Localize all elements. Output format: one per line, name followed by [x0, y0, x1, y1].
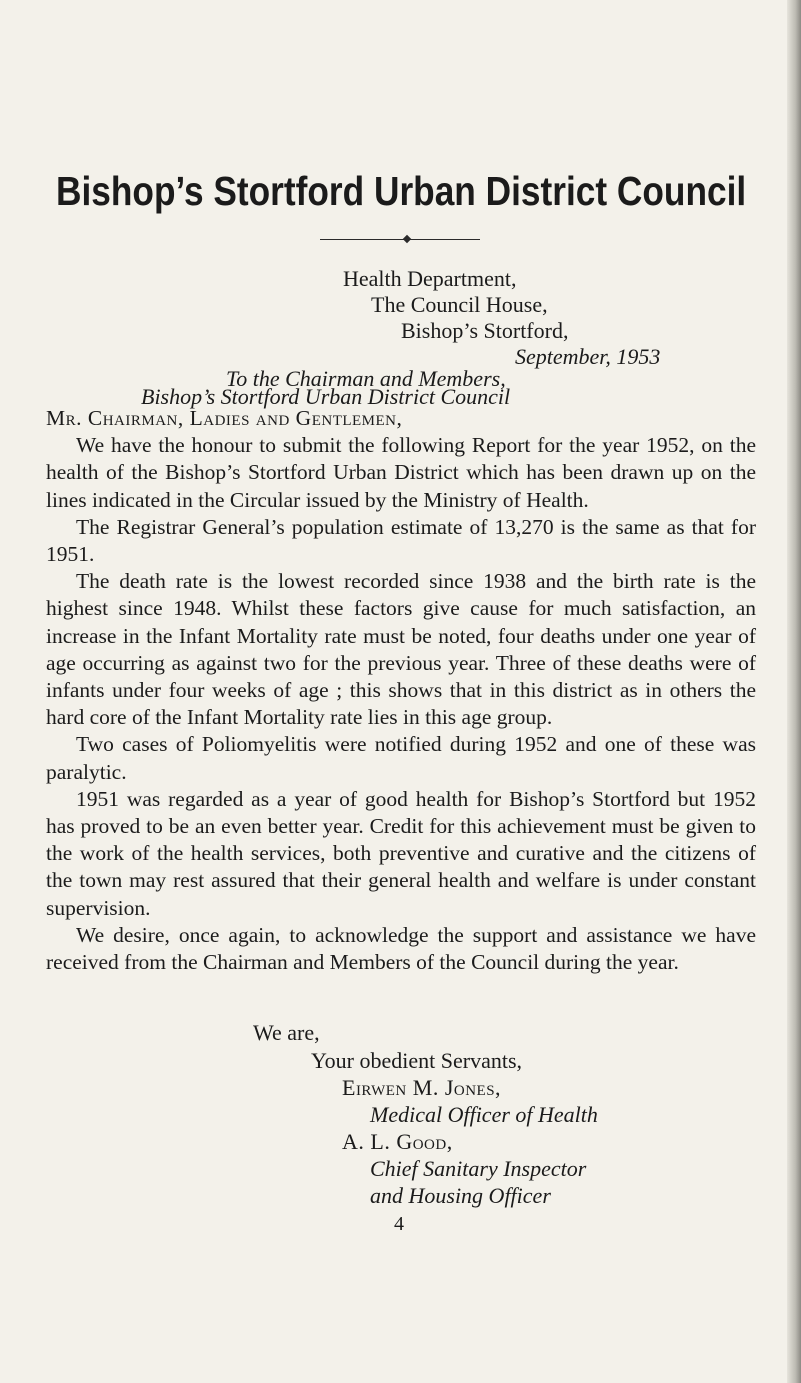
paragraph-1: We have the honour to submit the following Report for the year 1952, on the health of the Bishop’s Stortford Urban District which has been drawn up on the lines indicated in the Circular issued by the Ministry of Health.: [46, 433, 756, 512]
letter-date: September, 1953: [515, 344, 661, 369]
signatory-2-title-line-1: Chief Sanitary Inspector: [370, 1156, 587, 1181]
address-line-department: Health Department,: [343, 266, 517, 291]
signatory-1-name: Eirwen M. Jones,: [342, 1075, 502, 1100]
title-divider: [320, 239, 480, 240]
recipient-line-1: To the Chairman and Members,: [226, 366, 506, 391]
recipient-line-2: Bishop’s Stortford Urban District Council: [141, 384, 511, 409]
closing-line-1: We are,: [253, 1020, 320, 1045]
paragraph-4: Two cases of Poliomyelitis were notified during 1952 and one of these was paralytic.: [46, 732, 756, 784]
signatory-2-name: A. L. Good,: [342, 1129, 453, 1154]
paragraph-3: The death rate is the lowest recorded since 1938 and the birth rate is the highest since 1948. Whilst these factors give cause for much satisfaction, an increase in the Infant Mortality rate must be noted, four deaths under one year of age occurring as against two for the previous year. Three of these deaths were of infants under four weeks of age ; this shows that in this district as in others the hard core of the Infant Mortality rate lies in this age group.: [46, 569, 756, 730]
signatory-1-title: Medical Officer of Health: [370, 1102, 598, 1127]
paragraph-5: 1951 was regarded as a year of good health for Bishop’s Stortford but 1952 has proved to be an even better year. Credit for this achievement must be given to the work of the health services, both preventive and curative and the citizens of the town may rest assured that their general health and welfare is under constant supervision.: [46, 786, 756, 920]
paragraph-6: We desire, once again, to acknowledge the support and assistance we have received from the Chairman and Members of the Council during the year.: [46, 922, 756, 975]
page-number: 4: [394, 1213, 404, 1235]
address-line-town: Bishop’s Stortford,: [401, 318, 569, 343]
page-edge-shadow: [787, 0, 801, 1383]
paragraph-2: The Registrar General’s population estimate of 13,270 is the same as that for 1951.: [46, 514, 756, 567]
divider-diamond-ornament: [403, 235, 411, 243]
document-title: Bishop’s Stortford Urban District Council: [56, 168, 747, 214]
closing-line-2: Your obedient Servants,: [311, 1048, 523, 1073]
salutation: Mr. Chairman, Ladies and Gentlemen,: [46, 406, 403, 430]
address-line-building: The Council House,: [371, 292, 548, 317]
signatory-2-title-line-2: and Housing Officer: [370, 1183, 551, 1208]
letter-body: [46, 405, 756, 976]
